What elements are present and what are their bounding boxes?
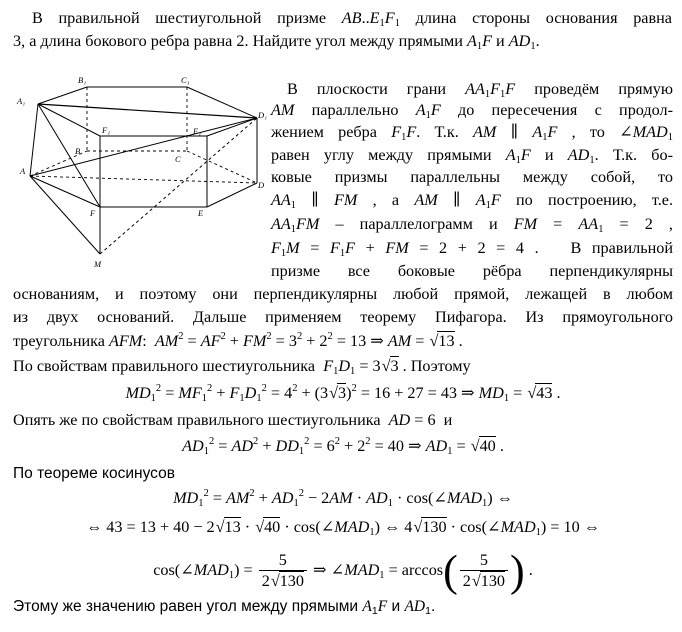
label-C1: C₁ (181, 75, 190, 85)
solution-r9: призме все боковые рёбра перпендикулярны (271, 262, 673, 280)
label-C: C (175, 154, 181, 164)
solution-r5: ковые призмы параллельны между собой, то (271, 168, 673, 186)
label-B1: B₁ (78, 75, 87, 85)
label-F1: F₁ (102, 125, 111, 135)
solution-r8: $F_1M = F_1F$ + FM = 2 + 2 = 4 . В правильной (271, 239, 673, 259)
label-E1: E₁ (193, 126, 202, 136)
label-D: D (258, 180, 265, 190)
problem-line-2: 3, а длина бокового ребра равна 2. Найдите угол между прямыми $A_1F$ и $AD_1$. (13, 32, 540, 52)
label-A1: A₁ (17, 96, 26, 106)
solution-r15: Опять же по свойствам правильного шестиугольника AD = 6 и (13, 411, 453, 429)
solution-r17: По теореме косинусов (13, 465, 175, 482)
solution-r6: $AA_1$ ∥ FM , а AM ∥ $A_1F$ по построению, т.е. (271, 191, 673, 211)
solution-r2: AM параллельно $A_1F$ до пересечения с продол- (271, 101, 673, 121)
solution-r16: $AD_1^2 = AD^2 + DD_1^2 = 6^2 + 2^2 = 40$ ⇒ $AD_1$ = √ 40 . (13, 437, 673, 456)
label-M: M (94, 259, 102, 269)
solution-r12: треугольника AFM: $AM^2 = AF^2 + FM^2 = 3^2 + 2^2 = 13$ ⇒ AM = √ 13 . (13, 332, 673, 351)
hexagonal-prism-figure (12, 56, 284, 276)
label-F: F (90, 208, 96, 218)
solution-r19: ⇔ 43 = 13 + 40 − 2√ 13 · √ $40 \cdot \cos(\angle MAD_1)$ ⇔ 4√ $130 \cdot \cos(\angle MAD_1) = 10$ ⇔ (13, 518, 673, 537)
solution-r20: $\cos(\angle MAD_1)$ = $\frac{5}{2√ 130}$ ⇒ $\angle MAD_1 = \arccos$( $\frac{5}{2√ 130}$ ) . (13, 548, 673, 592)
solution-r4: равен углу между прямыми $A_1F$ и $AD_1$. Т.к. бо- (271, 146, 673, 166)
solution-r21: Этому же значению равен угол между прямыми $A_1F$ и $AD_1$. (13, 598, 436, 617)
solution-r10: основаниям, и поэтому они перпендикулярны любой прямой, лежащей в любом (13, 285, 673, 303)
problem-line-1: В правильной шестиугольной призме $AB..E_1F_1$ длина стороны основания равна (32, 9, 672, 29)
solution-r7: $AA_1FM$ – параллелограмм и FM = $AA_1 = 2$ , (271, 215, 673, 235)
label-B: B (75, 146, 81, 156)
solution-r13: По свойствам правильного шестиугольника $F_1D_1 = 3√$ 3 . Поэтому (13, 357, 673, 376)
label-E: E (198, 208, 204, 218)
solution-r1: В плоскости грани $AA_1F_1F$ проведём прямую (287, 80, 673, 100)
label-A: A (20, 166, 26, 176)
solution-r14: $MD_1^2 = MF_1^2 + F_1D_1^2 = 4^2 + (3√$ 3)$^2$ = 16 + 27 = 43 ⇒ $MD_1$ = √ 43 . (13, 384, 673, 403)
solution-r11: из двух оснований. Дальше применяем теорему Пифагора. Из прямоугольного (13, 308, 673, 326)
label-D1: D₁ (258, 110, 268, 120)
solution-r3: жением ребра $F_1F$. Т.к. AM ∥ $A_1F$ , то $\angle MAD_1$ (271, 123, 673, 143)
solution-r18: $MD_1^2 = AM^2 + AD_1^2 - 2AM \cdot AD_1$ · $\cos(\angle MAD_1)$ ⇔ (173, 488, 513, 509)
